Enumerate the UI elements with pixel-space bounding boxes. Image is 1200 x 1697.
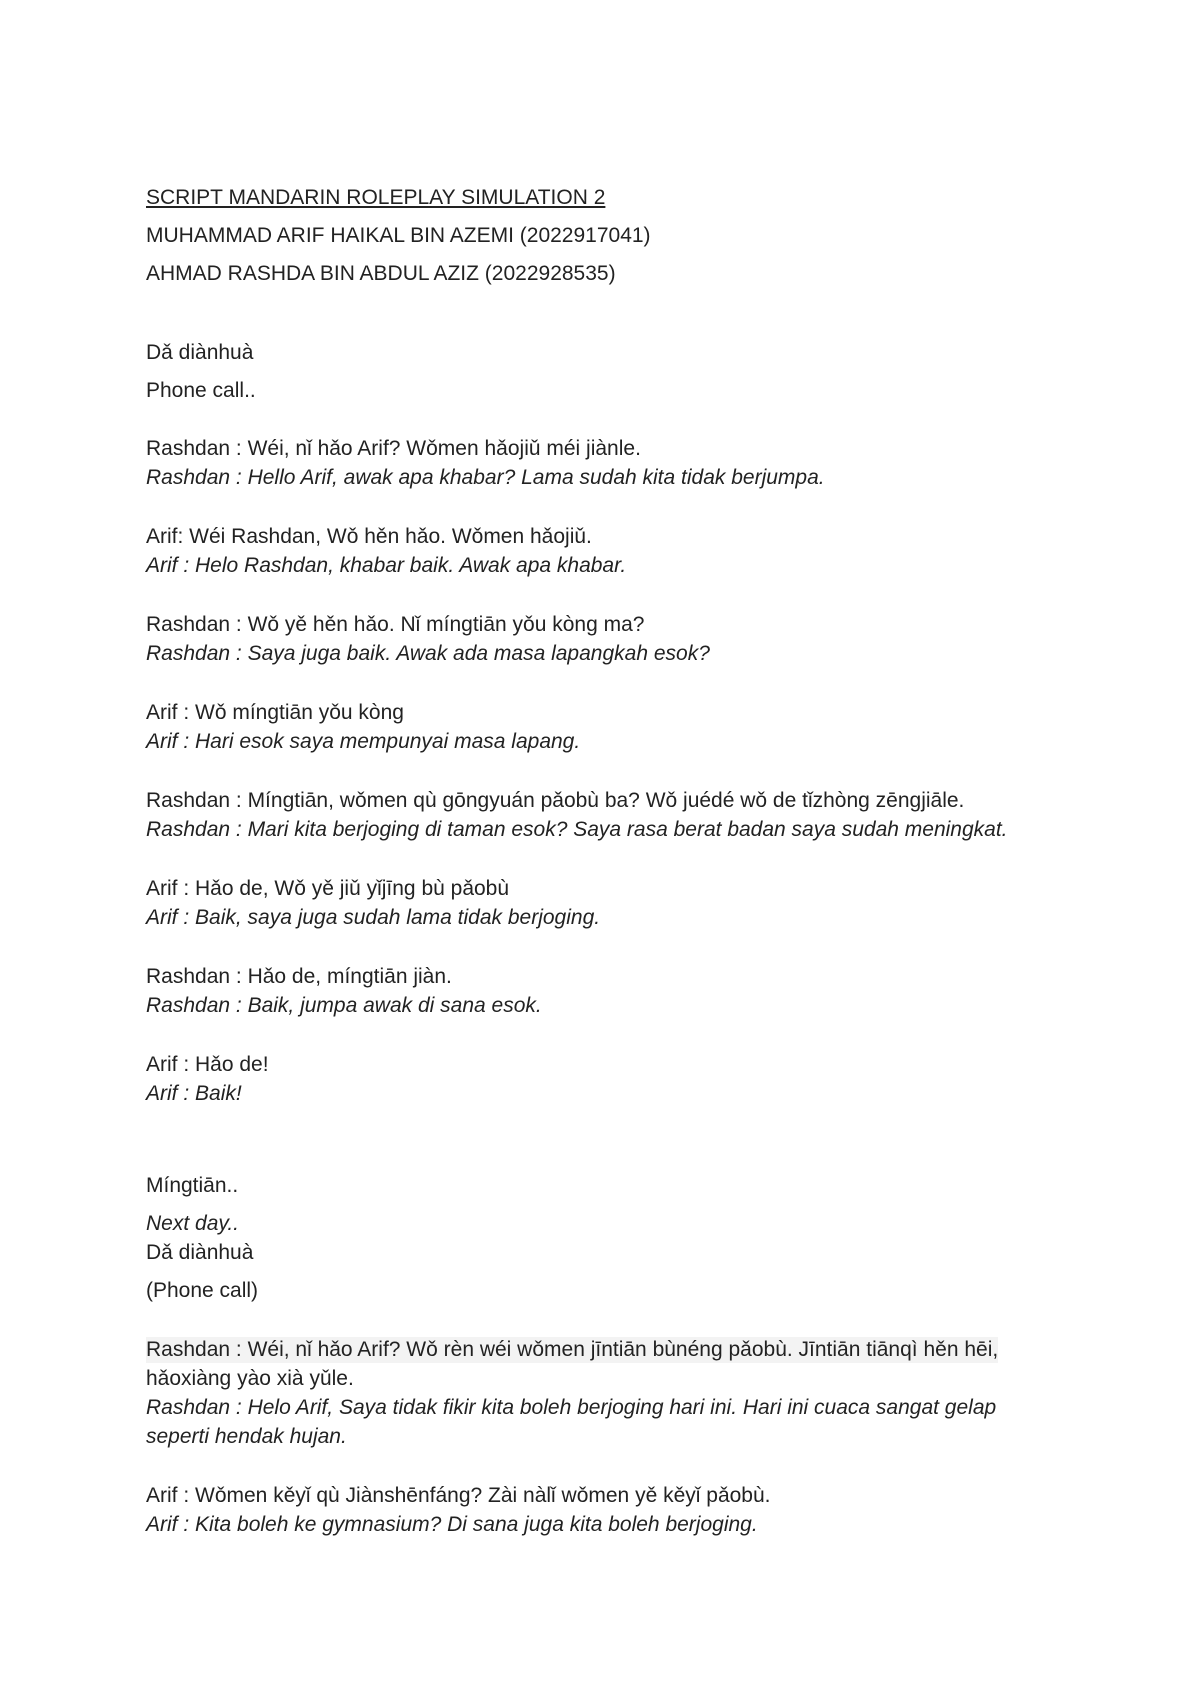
scene-2-heading-zh: Dǎ diànhuà	[146, 1241, 254, 1264]
dialogue-line-ms: Arif : Helo Rashdan, khabar baik. Awak apa khabar.	[146, 554, 627, 577]
scene-2-day-zh: Míngtiān..	[146, 1174, 239, 1197]
dialogue-line-ms: Rashdan : Hello Arif, awak apa khabar? Lama sudah kita tidak berjumpa.	[146, 466, 825, 489]
dialogue-line-ms: Arif : Hari esok saya mempunyai masa lapang.	[146, 730, 581, 753]
scene-2-heading-en: (Phone call)	[146, 1279, 259, 1302]
dialogue-line-ms: Arif : Kita boleh ke gymnasium? Di sana juga kita boleh berjoging.	[146, 1513, 758, 1536]
dialogue-line-zh: Arif : Wǒmen kěyǐ qù Jiànshēnfáng? Zài nàlǐ wǒmen yě kěyǐ pǎobù.	[146, 1484, 771, 1507]
dialogue-line-ms-cont: seperti hendak hujan.	[146, 1425, 347, 1448]
dialogue-line-zh: Arif : Hǎo de!	[146, 1053, 269, 1076]
dialogue-line-ms: Rashdan : Baik, jumpa awak di sana esok.	[146, 994, 542, 1017]
author-line-2: AHMAD RASHDA BIN ABDUL AZIZ (2022928535)	[146, 262, 616, 285]
dialogue-line-zh-cont: hǎoxiàng yào xià yǔle.	[146, 1367, 354, 1390]
document-title: SCRIPT MANDARIN ROLEPLAY SIMULATION 2	[146, 186, 606, 209]
dialogue-line-zh: Rashdan : Míngtiān, wǒmen qù gōngyuán pǎobù ba? Wǒ juédé wǒ de tǐzhòng zēngjiāle.	[146, 789, 965, 812]
dialogue-line-ms: Rashdan : Saya juga baik. Awak ada masa lapangkah esok?	[146, 642, 710, 665]
dialogue-line-zh: Rashdan : Wéi, nǐ hǎo Arif? Wǒmen hǎojiǔ méi jiànle.	[146, 437, 641, 460]
dialogue-line-zh: Rashdan : Wǒ yě hěn hǎo. Nǐ míngtiān yǒu kòng ma?	[146, 613, 645, 636]
scene-1-heading-zh: Dǎ diànhuà	[146, 341, 254, 364]
dialogue-line-ms: Rashdan : Mari kita berjoging di taman esok? Saya rasa berat badan saya sudah meningkat.	[146, 818, 1008, 841]
dialogue-line-zh: Arif : Wǒ míngtiān yǒu kòng	[146, 701, 404, 724]
dialogue-line-ms: Arif : Baik!	[146, 1082, 242, 1105]
dialogue-line-zh: Arif : Hǎo de, Wǒ yě jiǔ yǐjīng bù pǎobù	[146, 877, 510, 900]
dialogue-line-zh: Rashdan : Wéi, nǐ hǎo Arif? Wǒ rèn wéi wǒmen jīntiān bùnéng pǎobù. Jīntiān tiānqì hěn hēi,	[146, 1338, 999, 1361]
dialogue-line-zh: Arif: Wéi Rashdan, Wǒ hěn hǎo. Wǒmen hǎojiǔ.	[146, 525, 592, 548]
dialogue-line-ms: Rashdan : Helo Arif, Saya tidak fikir kita boleh berjoging hari ini. Hari ini cuaca sangat gelap	[146, 1396, 997, 1419]
scene-1-heading-en: Phone call..	[146, 379, 256, 402]
dialogue-line-zh: Rashdan : Hǎo de, míngtiān jiàn.	[146, 965, 452, 988]
dialogue-line-ms: Arif : Baik, saya juga sudah lama tidak berjoging.	[146, 906, 601, 929]
author-line-1: MUHAMMAD ARIF HAIKAL BIN AZEMI (2022917041)	[146, 224, 651, 247]
scene-2-day-en: Next day..	[146, 1212, 239, 1235]
